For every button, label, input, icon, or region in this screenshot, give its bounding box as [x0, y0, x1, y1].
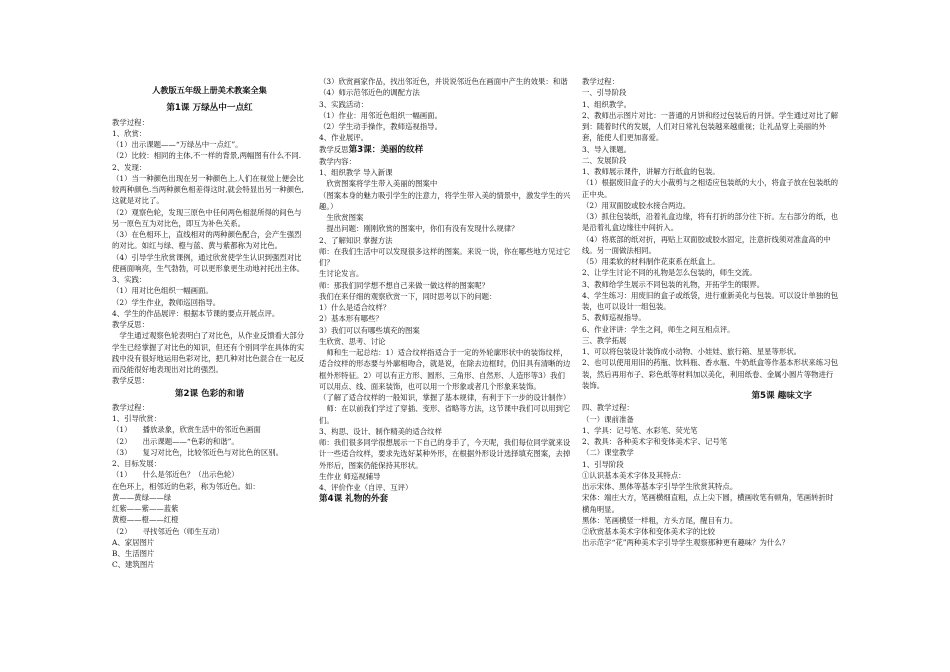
paragraph: （2）观察色轮，发现三原色中任何两色相混所得的间色与另一原色互为对比色，即互为补色关系。: [112, 207, 302, 228]
text-line: 2、发现：: [112, 162, 147, 172]
text-line: 教学过程：: [112, 117, 149, 127]
text-line: 1、引导欣赏：: [112, 414, 162, 423]
text-line: 3、构思、设计、制作精美的适合纹样: [319, 426, 442, 436]
text-line: 3、教师给学生展示不同包装的礼物，开拓学生的眼界。: [582, 279, 765, 289]
text-line: 1、可以将包装设计装饰成小动物、小娃娃、旅行箱、星星等形状。: [582, 347, 802, 356]
text-line: 出示宋体、黑体等基本字引导学生欣赏其特点。: [582, 482, 738, 491]
text-line: 1、教师展示课件，讲解方行纸盒的包装。: [582, 167, 720, 176]
document-title: 人教版五年级上册美术教案全集: [152, 85, 267, 95]
text-line: 教学过程：: [112, 402, 149, 412]
text-line: 三、教学拓展: [582, 335, 627, 345]
text-line: 2、了解知识 掌握方法: [319, 235, 393, 245]
text-line: 1、学具：记号笔、水彩笔、荧光笔: [582, 425, 698, 435]
text-line: 二、发展阶段: [582, 155, 627, 165]
text-line: 3、导入课题。: [582, 144, 632, 154]
text-line: 5、教师巡视指导。: [582, 313, 646, 323]
paragraph: 2、教师出示图片对比：一普通的月饼和经过包装后的月饼。学生通过对比了解到：随着时代的发展，人们对日常礼包装越来越重视；让礼品穿上美丽的外套，能使人们更加喜爱。: [582, 110, 838, 143]
text-line: 2、目标发展：: [112, 459, 162, 468]
text-line: 欣赏图案将学生带入美丽的图案中: [319, 179, 438, 189]
paragraph: （图案本身的魅力吸引学生的注意力，将学生带入美的情景中，激发学生的兴趣。）: [319, 190, 571, 211]
text-line: （5）用柔软的材料制作花束系在纸盒上。: [582, 257, 720, 266]
text-line: 生讨论发言。: [319, 269, 364, 279]
text-line: 黄橙——橙——红橙: [112, 515, 179, 525]
text-line: 2、教具：各种美术字和变体美术字、记号笔: [582, 437, 728, 446]
text-line: （一）课前准备: [582, 414, 634, 424]
text-line: 2、让学生讨论不同的礼物是怎么包装的，师生交流。: [582, 268, 757, 278]
text-line: 3、实践活动：: [319, 99, 369, 109]
text-line: 师：那我们同学想不想自己来做一做这样的图案呢？: [319, 280, 489, 290]
text-line: （1） 播放录象，欣赏生活中的邻近色画面: [112, 425, 261, 435]
paragraph: 2、也可以使用用旧的药瓶、饮料瓶、香水瓶、牛奶纸盒等作基本形状来练习包装，然后再用布子、彩色纸等材料加以美化，利用纸卷、金属小圆片等物进行装饰。: [582, 358, 838, 390]
text-line: 1）什么是适合纹样？: [319, 303, 391, 312]
text-line: C、建筑图片: [112, 560, 155, 570]
paragraph: （1）当一种颜色出现在另一种颜色上,人们在视觉上便会比较两种颜色.当两种颜色相差得这时,就会特显出另一种颜色,这就是对比了。: [112, 173, 304, 206]
text-line: 4、学生的作品展评：根据本节课的要点开展点评。: [112, 308, 280, 318]
text-line: （1） 什么是邻近色？（出示色轮）: [112, 470, 239, 480]
text-line: 1、组织教学 导入新课: [319, 168, 393, 177]
text-line: 一、引导阶段: [582, 88, 627, 98]
column-left: [112, 76, 307, 571]
paragraph: （了解了适合纹样的一般知识，掌握了基本规律，有利于下一步的设计制作）: [319, 393, 571, 402]
text-line: （2）学生动手操作，教师巡视指导。: [319, 122, 442, 131]
text-line: 红紫——紫——蓝紫: [112, 504, 179, 513]
text-line: 黑体：笔画横竖一样粗，方头方尾，醒目有力。: [582, 515, 738, 525]
column-right: [582, 76, 840, 549]
text-line: 3）我们可以有哪些填充的图案: [319, 325, 420, 335]
text-line: 1、组织教学。: [582, 99, 632, 109]
text-line: （2） 寻找邻近色（师生互动）: [112, 526, 224, 536]
text-line: 1、欣赏：: [112, 128, 147, 138]
text-line: B、生活图片: [112, 549, 155, 558]
text-line: 出示范字“花”两种美术字引导学生观察那种更有趣味？为什么？: [582, 538, 790, 548]
text-line: 6、作业评讲：学生之间，师生之间互相点评。: [582, 324, 735, 334]
lesson-heading: 第3课：美丽的纹样: [348, 144, 424, 155]
lesson-heading: 第1课 万绿丛中一点红: [166, 103, 253, 114]
text-line: 提出问题：刚刚欣赏的图案中，你们有没有发现什么规律？: [319, 224, 519, 234]
text-line: （2）比较：相同的主体,不一样的背景,两幅图有什么不同.: [112, 151, 302, 161]
text-line: （1）用对比色组织一幅画面。: [112, 286, 213, 296]
text-line: ②欣赏基本美术字体和变体美术字的比较: [582, 527, 716, 536]
paragraph: 宋体：端庄大方，笔画横细直粗，点上尖下圆，横画收笔有顿角，笔画转折时横角明显。: [582, 493, 834, 514]
paragraph: 师和生一起总结：1）适合纹样指适合于一定的外轮廓形状中的装饰纹样，适合纹样的形态要与外廓相吻合，就是说，在除去边框时，仍旧具有清晰的边框外形特征。2）可以有正方形、圆形、三角形、自然形、人造形等3）我们可以用点、线、面来装饰，也可以用一个形象或者几个形象来装饰。: [319, 348, 571, 391]
text-line: （3） 复习对比色，比较邻近色与对比色的区别。: [112, 447, 283, 457]
text-line: 教学反思：: [112, 376, 149, 386]
text-line: 教学内容：: [319, 156, 356, 166]
column-middle: [319, 76, 571, 506]
paragraph: （3）欣赏画家作品，找出邻近色，并说说邻近色在画面中产生的效果：和谐: [319, 77, 568, 86]
text-line: 我们在来仔细的观察欣赏一下，同时思考以下的问题：: [319, 291, 497, 301]
text-line: 生欣赏图案: [319, 213, 364, 222]
reflection-and-heading-line: [319, 144, 571, 156]
paragraph: （4）将底部的纸对折，再贴上双面胶或胶水固定，注意折线须对准盒高的中线。另一面做法相同。: [582, 234, 831, 255]
lesson-heading: 第4课 礼物的外套: [319, 494, 389, 505]
paragraph: 4、学生练习：用废旧的盒子或纸袋，进行重新美化与包装。可以设计单独的包装，也可以设计一组包装。: [582, 290, 838, 311]
text-line: （4）师示范邻近色的调配方法: [319, 88, 420, 98]
text-line: ①认识基本美术字体及其特点：: [582, 470, 686, 480]
paragraph: 师：在以前我们学过了穿插、变形、省略等方法，这节课中我们可以用到它们。: [319, 404, 571, 425]
paragraph: 师：在我们生活中可以发现很多这样的图案。来说一说，你在哪些地方见过它们？: [319, 246, 571, 267]
text-line: 4、作业展评。: [319, 133, 369, 143]
paragraph: 师：我们很多同学很想展示一下自己的身手了，今天呢，我们每位同学就来设计一些适合纹样，要求先选好某种外形，在根据外形设计选择填充图案，去掉外形后，图案仍能保持其形状。: [319, 438, 571, 470]
text-line: （2）学生作业，教师巡回指导。: [112, 297, 221, 307]
reflection-label: 教学反思: [319, 144, 349, 154]
text-line: 黄——黄绿——绿: [112, 492, 172, 502]
text-line: 1、引导阶段: [582, 459, 624, 469]
text-line: 在色环上，相邻近的色彩，称为邻近色。如：: [112, 481, 260, 491]
text-line: 生作业 师巡视辅导: [319, 471, 381, 481]
paragraph: （4）引导学生欣赏课例，通过欣赏使学生认识到强烈对比使画面响亮，生气勃勃，可以更形象更生动地衬托出主体。: [112, 252, 305, 273]
lesson-heading: 第5课 趣味文字: [751, 391, 812, 401]
paragraph: （1）根据废旧盒子的大小裁剪与之相适应包装纸的大小，将盒子放在包装纸的正中央。: [582, 178, 838, 199]
text-line: A、家居图片: [112, 537, 155, 547]
paragraph: （3）在色相环上，直线相对的两种颜色配合，会产生强烈的对比。如红与绿、橙与蓝、黄与紫都称为对比色。: [112, 230, 302, 251]
paragraph: 学生通过观察色轮表明白了对比色，从作业反馈看大部分学生已经掌握了对比色的知识，但还有个别同学在具体的实践中没有很好地运用色彩对比，把几种对比色混合在一起反而没能很好地表现出对比的强烈。: [112, 331, 305, 374]
text-line: 教学反思：: [112, 320, 149, 329]
text-line: （2）用双面胶或胶水接合两边。: [582, 200, 691, 210]
text-line: （1）出示课题——“万绿丛中一点红”。: [112, 140, 243, 149]
text-line: 2）基本形有哪些？: [319, 314, 383, 324]
text-line: 四、教学过程：: [582, 403, 634, 413]
paragraph: （3）抓住包装纸，沿着礼盒边缘，将有打折的部分往下折。左右部分的纸，也是沿着礼盒边缘往中间折入。: [582, 212, 838, 233]
text-line: 3、实践：: [112, 275, 147, 284]
lesson-heading: 第2课 色彩的和谐: [174, 388, 245, 399]
text-line: 教学过程：: [582, 77, 619, 86]
text-line: （二）课堂教学: [582, 448, 634, 458]
text-line: 生欣赏、思考、讨论: [319, 336, 386, 346]
text-line: 4、评价作业（自评、互评）: [319, 483, 413, 492]
text-line: （2） 出示课题——“色彩的和谐”。: [112, 436, 239, 446]
text-line: （1）作业：用邻近色组织一幅画面。: [319, 110, 442, 120]
